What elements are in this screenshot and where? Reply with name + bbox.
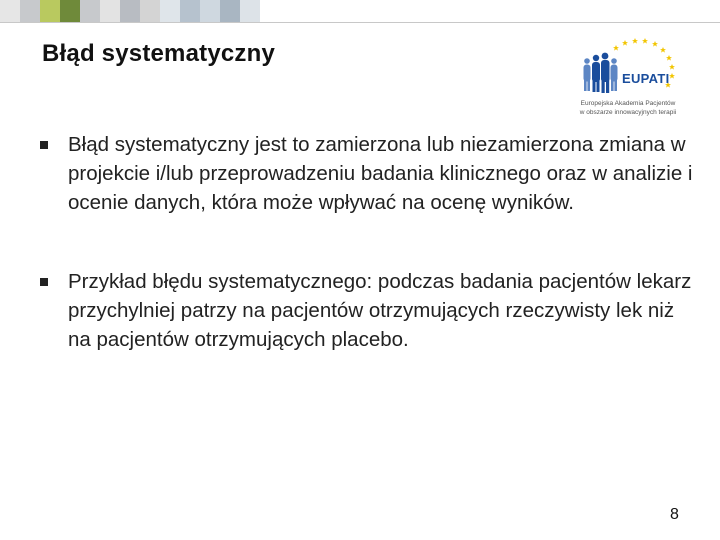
header-color-strip — [0, 0, 260, 22]
strip-square — [0, 0, 20, 22]
strip-square — [80, 0, 100, 22]
slide-body — [38, 130, 698, 354]
strip-square — [120, 0, 140, 22]
strip-square — [180, 0, 200, 22]
square-bullet-icon — [38, 267, 68, 296]
strip-square — [20, 0, 40, 22]
logo-tagline-line-2: w obszarze innowacyjnych terapii — [579, 109, 677, 116]
strip-square — [160, 0, 180, 22]
strip-square — [220, 0, 240, 22]
header-rule — [0, 22, 720, 23]
eupati-wordmark: EUPATI — [622, 71, 670, 86]
strip-square — [100, 0, 120, 22]
bullet-item — [38, 130, 698, 217]
eupati-logo-icon — [572, 36, 684, 98]
logo-tagline-line-1: Europejska Akademia Pacjentów — [580, 100, 676, 107]
strip-square — [140, 0, 160, 22]
strip-square — [200, 0, 220, 22]
page-number: 8 — [670, 506, 679, 523]
slide-title: Błąd systematyczny — [42, 40, 276, 67]
strip-square — [240, 0, 260, 22]
square-bullet-icon — [38, 130, 68, 159]
strip-square — [40, 0, 60, 22]
bullet-text: Błąd systematyczny jest to zamierzona lub niezamierzona zmiana w projekcie i/lub przeprowadzeniu badania klinicznego oraz w analizie i ocenie danych, która może wpływać na ocenę wyników. — [68, 133, 693, 214]
bullet-text: Przykład błędu systematycznego: podczas badania pacjentów lekarz przychylniej patrzy na pacjentów otrzymujących rzeczywisty lek niż na pacjentów otrzymujących placebo. — [68, 270, 692, 351]
bullet-item — [38, 267, 698, 354]
strip-square — [60, 0, 80, 22]
eupati-logo — [572, 36, 684, 120]
